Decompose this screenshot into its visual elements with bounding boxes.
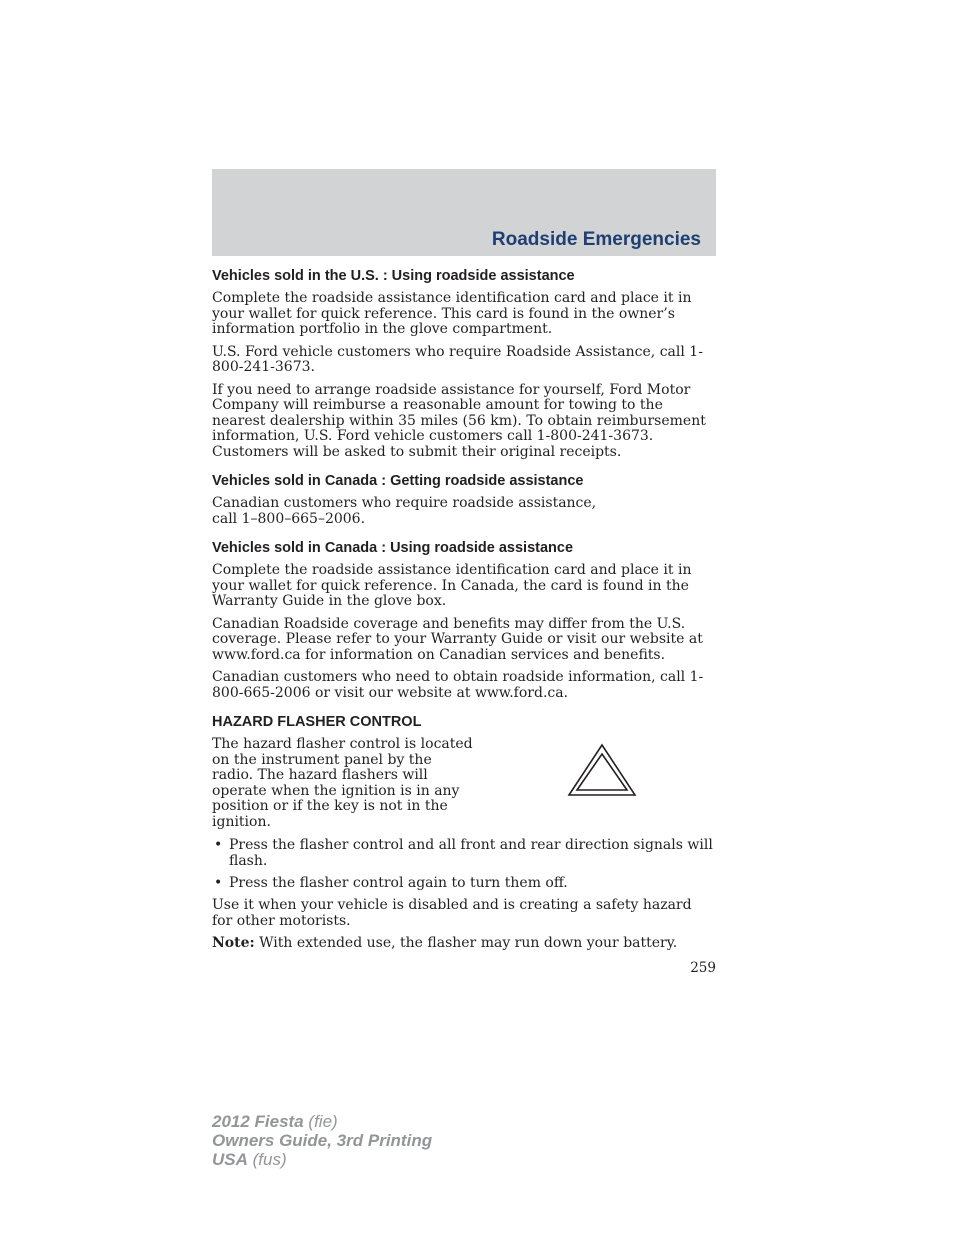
section-us-roadside	[212, 267, 716, 460]
note-text: With extended use, the flasher may run down your battery.	[254, 935, 678, 951]
footer-region: USA	[212, 1150, 248, 1169]
footer-line-model	[212, 1112, 432, 1131]
section-canada-getting	[212, 472, 716, 527]
footer-edition: Owners Guide, 3rd Printing	[212, 1131, 433, 1150]
section-heading: Vehicles sold in Canada : Using roadside assistance	[212, 540, 574, 556]
page-number: 259	[690, 960, 716, 976]
section-title: Roadside Emergencies	[491, 229, 701, 250]
note-paragraph	[212, 936, 716, 952]
paragraph: Canadian customers who require roadside assistance, call 1–800–665–2006.	[212, 495, 597, 527]
hazard-intro-row	[212, 737, 716, 830]
list-item: • Press the flasher control and all front and rear direction signals will flash.	[212, 837, 716, 869]
footer-region-code: (fus)	[247, 1150, 287, 1169]
section-canada-using	[212, 539, 716, 701]
paragraph: Use it when your vehicle is disabled and is creating a safety hazard for other motorists.	[212, 897, 692, 929]
footer-model-code: (fie)	[303, 1112, 338, 1131]
paragraph: Canadian customers who need to obtain roadside information, call 1-800-665-2006 or visit our website at www.ford.ca.	[212, 669, 704, 701]
footer-line-region	[212, 1150, 432, 1169]
section-heading: HAZARD FLASHER CONTROL	[212, 714, 422, 730]
page-content	[212, 267, 716, 959]
paragraph: Complete the roadside assistance identification card and place it in your wallet for quick reference. In Canada, the card is found in the Warranty Guide in the glove box.	[212, 562, 692, 609]
list-item: • Press the flasher control again to turn them off.	[212, 875, 716, 891]
footer-model: 2012 Fiesta	[212, 1112, 304, 1131]
section-hazard-flasher	[212, 713, 716, 952]
paragraph: U.S. Ford vehicle customers who require Roadside Assistance, call 1-800-241-3673.	[212, 343, 703, 375]
section-header-band	[212, 169, 716, 256]
section-heading: Vehicles sold in the U.S. : Using roadside assistance	[212, 268, 575, 284]
hazard-triangle-icon	[567, 743, 637, 797]
paragraph: Complete the roadside assistance identification card and place it in your wallet for quick reference. This card is found in the owner’s information portfolio in the glove compartment.	[212, 290, 692, 337]
hazard-bullet-list	[212, 837, 716, 891]
paragraph: The hazard flasher control is located on the instrument panel by the radio. The hazard flashers will operate when the ignition is in any position or if the key is not in the ignition.	[212, 736, 473, 830]
paragraph: Canadian Roadside coverage and benefits may differ from the U.S. coverage. Please refer to your Warranty Guide or visit our website at www.ford.ca for information on Canadian services and benefits.	[212, 615, 703, 663]
footer-line-edition	[212, 1131, 432, 1150]
paragraph: If you need to arrange roadside assistance for yourself, Ford Motor Company will reimburse a reasonable amount for towing to the nearest dealership within 35 miles (56 km). To obtain reimbursement information, U.S. Ford vehicle customers call 1-800-241-3673. Customers will be asked to submit their original receipts.	[212, 381, 706, 460]
note-label: Note:	[212, 935, 255, 951]
section-heading: Vehicles sold in Canada : Getting roadside assistance	[212, 473, 584, 489]
document-footer	[212, 1112, 432, 1169]
